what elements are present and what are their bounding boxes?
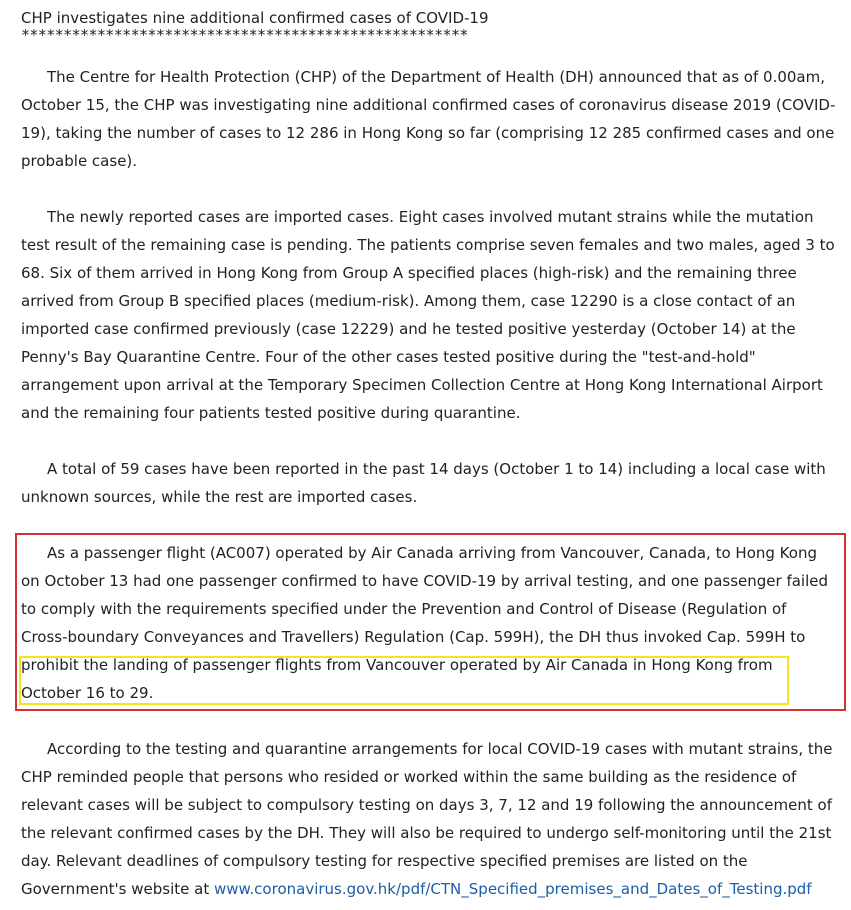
yellow-highlight-box (19, 656, 789, 705)
paragraph-case-summary: The Centre for Health Protection (CHP) of the Department of Health (DH) announced that as of 0.00am, October 15, the CHP was investigating nine additional confirmed cases of coronavirus disease 2019 (COVID-19), taking the number of cases to 12 286 in Hong Kong so far (comprising 12 285 confirmed cases and one probable case). (21, 68, 836, 170)
testing-deadlines-link[interactable]: www.coronavirus.gov.hk/pdf/CTN_Specified_premises_and_Dates_of_Testing.pdf (213, 880, 812, 898)
paragraph-14-day-total: A total of 59 cases have been reported in the past 14 days (October 1 to 14) including a local case with unknown sources, while the rest are imported cases. (21, 460, 826, 506)
title-separator: ***************************************************** (21, 26, 468, 44)
testing-arrangements-text: According to the testing and quarantine arrangements for local COVID-19 cases with mutant strains, the CHP reminded people that persons who resided or worked within the same building as the residence of relevant cases will be subject to compulsory testing on days 3, 7, 12 and 19 following the announcement of the relevant confirmed cases by the DH. They will also be required to undergo self-monitoring until the 21st day. Relevant deadlines of compulsory testing for respective specified premises are listed on the Government's website at (21, 740, 833, 898)
paragraph-testing-arrangements (21, 735, 837, 903)
page-title: CHP investigates nine additional confirmed cases of COVID-19 (21, 9, 489, 27)
paragraph-new-cases: The newly reported cases are imported cases. Eight cases involved mutant strains while the mutation test result of the remaining case is pending. The patients comprise seven females and two males, aged 3 to 68. Six of them arrived in Hong Kong from Group A specified places (high-risk) and the remaining three arrived from Group B specified places (medium-risk). Among them, case 12290 is a close contact of an imported case confirmed previously (case 12229) and he tested positive yesterday (October 14) at the Penny's Bay Quarantine Centre. Four of the other cases tested positive during the "test-and-hold" arrangement upon arrival at the Temporary Specimen Collection Centre at Hong Kong International Airport and the remaining four patients tested positive during quarantine. (21, 208, 835, 422)
paragraph-flight-suspension: As a passenger flight (AC007) operated by Air Canada arriving from Vancouver, Canada, to Hong Kong on October 13 had one passenger confirmed to have COVID-19 by arrival testing, and one passenger failed to comply with the requirements specified under the Prevention and Control of Disease (Regulation of Cross-boundary Conveyances and Travellers) Regulation (Cap. 599H), the DH thus invoked Cap. 599H to prohibit the landing of passenger flights from Vancouver operated by Air Canada in Hong Kong from October 16 to 29. (21, 544, 828, 702)
